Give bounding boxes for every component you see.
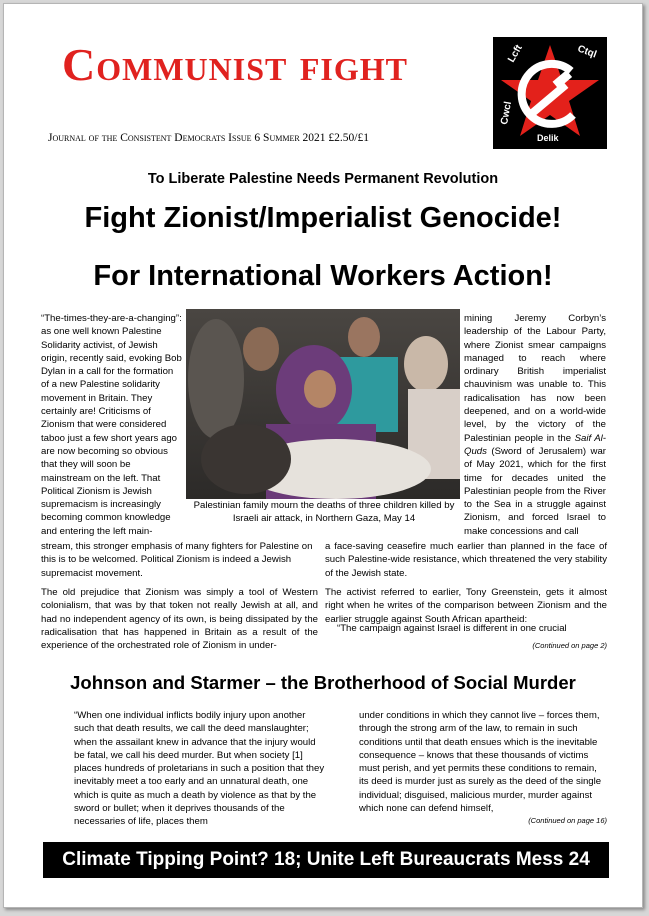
headline-secondary: For International Workers Action! xyxy=(93,260,553,292)
article1-left-wide: stream, this stronger emphasis of many fighters for Palestine on this is to be welcomed. Political Zionism is indeed a Jewish supremacist movement. xyxy=(41,541,313,579)
article1-quote: “The campaign against Israel is different in one crucial xyxy=(337,623,567,634)
logo-text-right: Ctql xyxy=(575,43,599,61)
journal-issue-line: Journal of the Consistent Democrats Issue 6 Summer 2021 £2.50/£1 xyxy=(48,132,369,144)
logo-text-left: Cwcl xyxy=(499,100,515,126)
article2-left-column: “When one individual inflicts bodily injury upon another such that death results, we call the deed manslaughter; when the assailant knew in advance that the injury would be fatal, we call his deed murder. But when society [1] places hundreds of proletarians in such a position that they inevitably meet a too early and an unnatural death, one which is quite as much a death by violence as that by the sword or bullet; when it deprives thousands of the necessaries of life, places them xyxy=(74,710,325,828)
article1-right-bottom: The activist referred to earlier, Tony Greenstein, gets it almost right when he writes of the comparison between Zionism and the earlier struggle against South African apartheid: xyxy=(325,587,607,625)
article2-continued: (Continued on page 16) xyxy=(528,816,607,825)
masthead-title: Communist fight xyxy=(62,39,408,90)
article1-right-text-a: mining Jeremy Corbyn’s leadership of the Labour Party, where Zionist smear campaigns managed to reach where ordinary British imperialist chauvinism was unable to. This radicalisation has now been deepened, and on a world-wide level, by the victory of the Palestinian people in the xyxy=(464,313,606,444)
mourning-family-photo xyxy=(186,309,460,499)
article1-left-bottom: The old prejudice that Zionism was simply a tool of Western colonialism, that was by that token not really Jewish at all, and had no independent agency of its own, is being dissipated by the radicalisation that has happened in Britain as a result of the experience of the orchestrated role of Zionism in under- xyxy=(41,587,318,652)
journal-front-page xyxy=(3,3,643,908)
logo-text-bottom: Delik xyxy=(537,133,559,143)
article1-left-column: “The-times-they-are-a-changing”: as one well known Palestine Solidarity activist, of Jewish origin, recently said, evoking Bob Dylan in a call for the formation of a new Palestine solidarity movement in Britain. They certainly are! Criticisms of Zionism that were considered taboo just a few short years ago are now becoming so obvious that they will soon be mainstream on the left. That Political Zionism is Jewish supremacism is increasingly becoming common knowledge and entering the left main- xyxy=(41,313,182,537)
article2-title: Johnson and Starmer – the Brotherhood of Social Murder xyxy=(70,672,576,693)
photo-caption: Palestinian family mourn the deaths of three children killed by Israeli air attack, in Northern Gaza, May 14 xyxy=(193,500,455,525)
article1-right-column xyxy=(464,312,606,538)
article1-right-italic: Saif Al-Quds xyxy=(464,432,606,457)
contents-banner: Climate Tipping Point? 18; Unite Left Bureaucrats Mess 24 xyxy=(43,842,609,878)
headline-primary: Fight Zionist/Imperialist Genocide! xyxy=(84,202,562,234)
article1-right-wide: a face-saving ceasefire much earlier than planned in the face of such Palestine-wide resistance, which threatened the very stability of the Jewish state. xyxy=(325,541,607,579)
logo-emblem-icon xyxy=(493,37,607,149)
article-photo xyxy=(186,309,460,499)
cover-subtitle: To Liberate Palestine Needs Permanent Revolution xyxy=(147,171,499,187)
article1-continued: (Continued on page 2) xyxy=(532,641,607,650)
article2-right-column: under conditions in which they cannot live – forces them, through the strong arm of the law, to remain in such conditions until that death ensues which is the inevitable consequence – knows that these thousands of victims must perish, and yet permits these conditions to remain, its deed is murder just as surely as the deed of the single individual; disguised, malicious murder, murder against which none can defend himself, xyxy=(359,710,602,815)
party-logo xyxy=(493,37,607,149)
article1-right-text-b: (Sword of Jerusalem) war of May 2021, which for the first time for decades united the Palestinian people from the River to the Sea in a struggle against Zionism, and forced Israel to make concessions and call xyxy=(464,445,606,537)
logo-text-top: Lcft xyxy=(506,43,525,65)
